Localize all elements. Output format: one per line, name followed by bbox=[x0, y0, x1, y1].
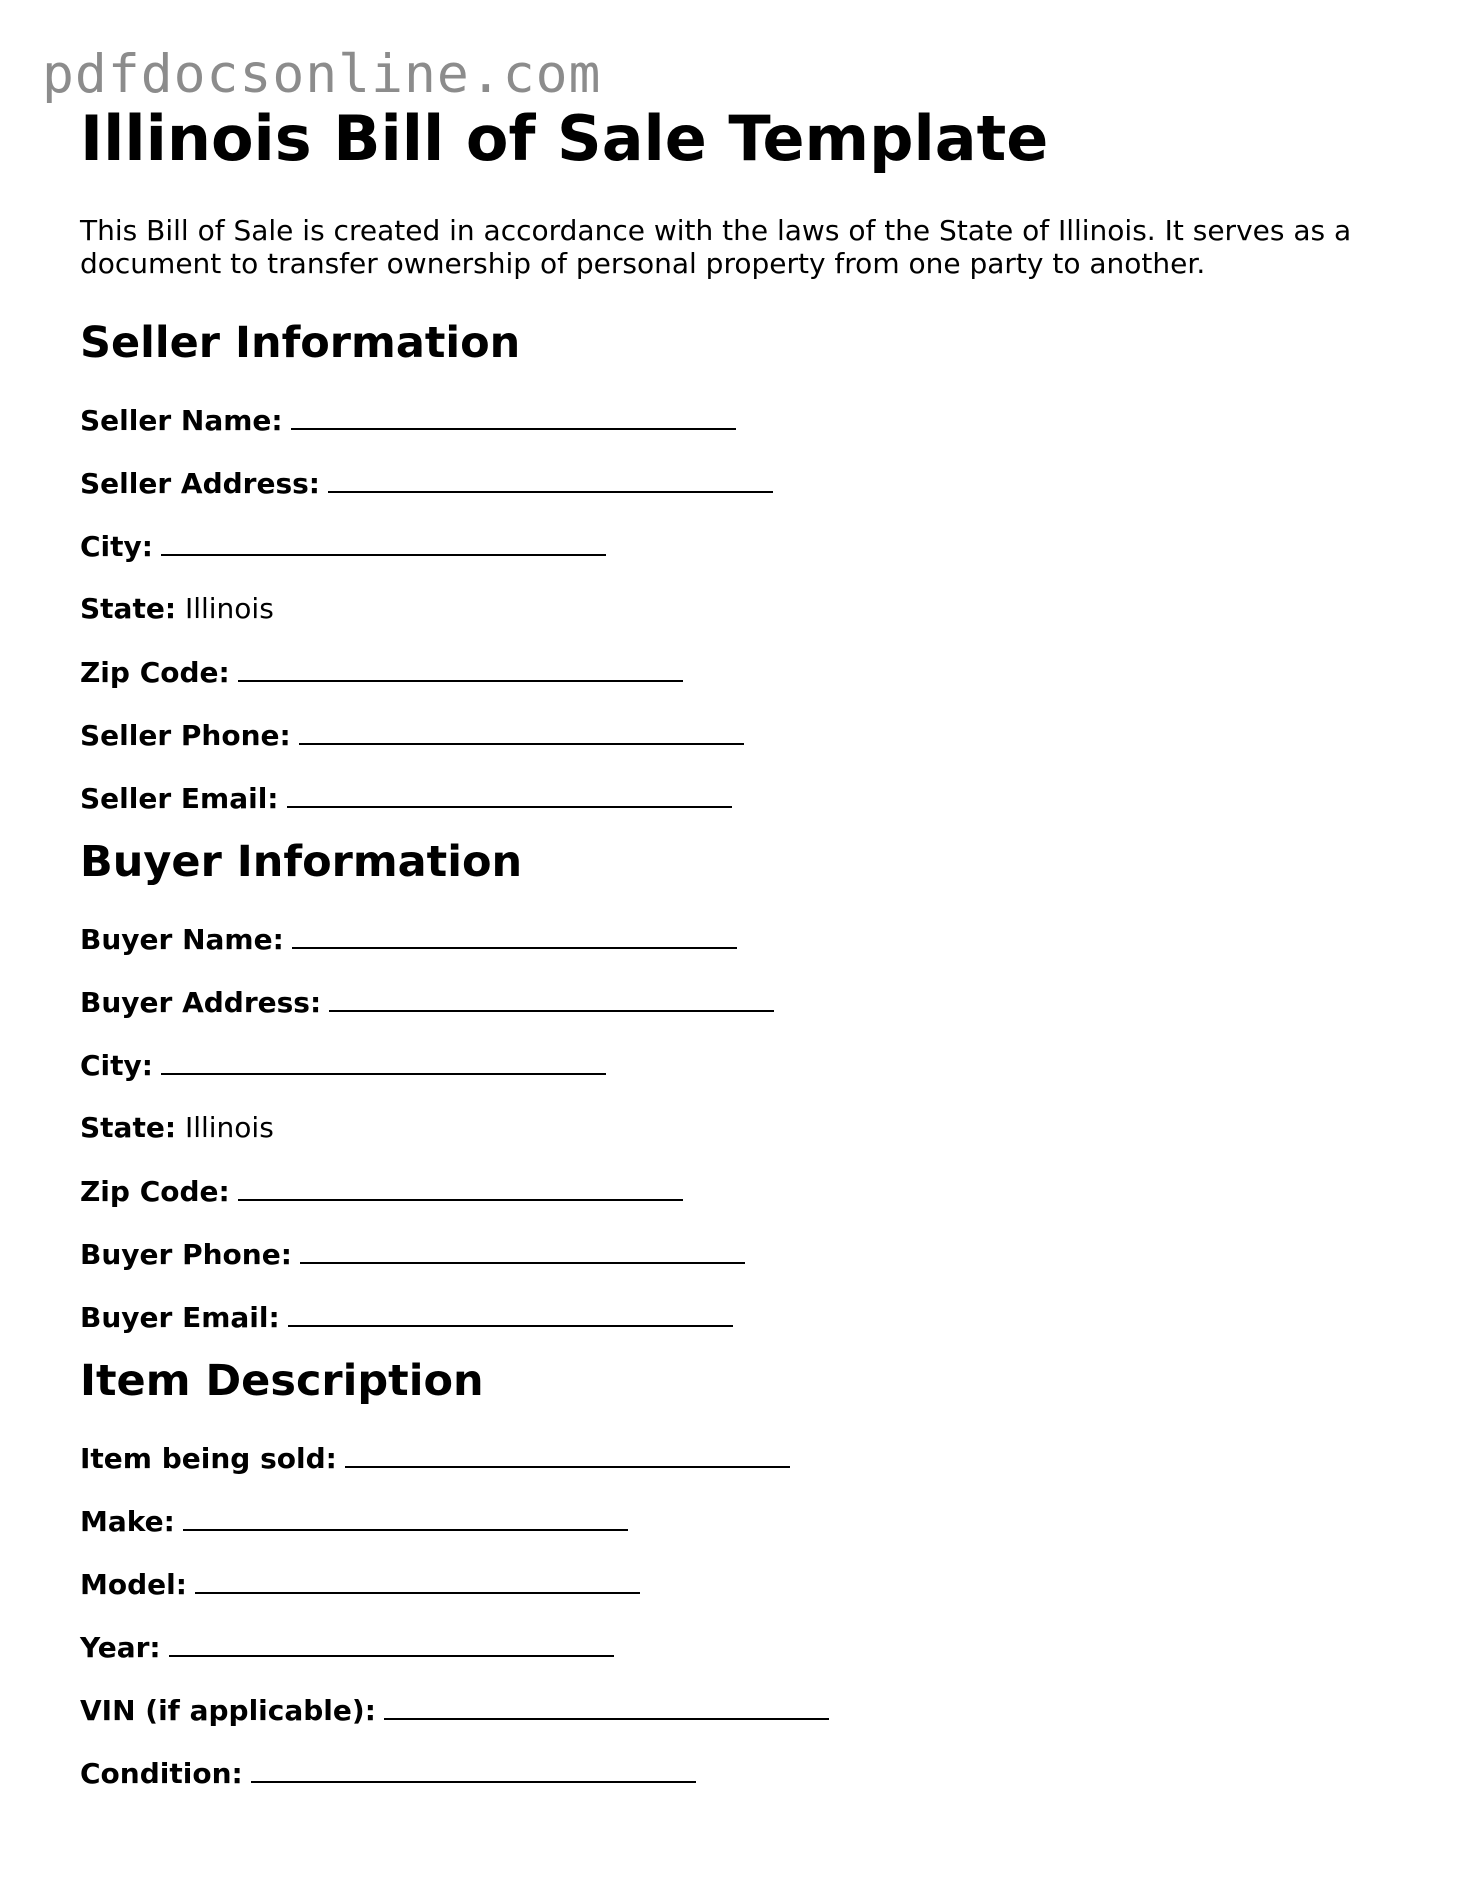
buyer-section bbox=[80, 837, 1400, 1334]
buyer-city-blank[interactable] bbox=[161, 1048, 606, 1075]
seller-phone-label: Seller Phone: bbox=[80, 719, 291, 752]
seller-name-blank[interactable] bbox=[291, 403, 736, 430]
item-sold-field bbox=[80, 1441, 1400, 1475]
item-vin-field bbox=[80, 1693, 1400, 1727]
buyer-state-label: State: bbox=[80, 1111, 177, 1144]
buyer-city-label: City: bbox=[80, 1049, 153, 1082]
item-sold-blank[interactable] bbox=[345, 1441, 790, 1468]
buyer-name-label: Buyer Name: bbox=[80, 923, 284, 956]
seller-phone-blank[interactable] bbox=[299, 718, 744, 745]
buyer-email-blank[interactable] bbox=[288, 1300, 733, 1327]
item-make-field bbox=[80, 1504, 1400, 1538]
seller-email-field bbox=[80, 781, 1400, 815]
seller-name-label: Seller Name: bbox=[80, 404, 283, 437]
watermark: pdfdocsonline.com bbox=[42, 44, 602, 105]
item-condition-blank[interactable] bbox=[251, 1756, 696, 1783]
page-title: Illinois Bill of Sale Template bbox=[80, 102, 1049, 175]
item-make-label: Make: bbox=[80, 1505, 175, 1538]
item-year-blank[interactable] bbox=[169, 1630, 614, 1657]
buyer-zip-field bbox=[80, 1174, 1400, 1208]
item-year-field bbox=[80, 1630, 1400, 1664]
buyer-address-label: Buyer Address: bbox=[80, 986, 322, 1019]
item-vin-label: VIN (if applicable): bbox=[80, 1694, 376, 1727]
buyer-state-field bbox=[80, 1111, 1400, 1145]
buyer-zip-blank[interactable] bbox=[238, 1174, 683, 1201]
buyer-name-field bbox=[80, 922, 1400, 956]
seller-email-label: Seller Email: bbox=[80, 782, 279, 815]
item-model-field bbox=[80, 1567, 1400, 1601]
buyer-email-field bbox=[80, 1300, 1400, 1334]
seller-phone-field bbox=[80, 718, 1400, 752]
seller-city-field bbox=[80, 529, 1400, 563]
buyer-state-value: Illinois bbox=[184, 1111, 274, 1144]
document-page bbox=[80, 104, 1400, 1790]
item-sold-label: Item being sold: bbox=[80, 1442, 337, 1475]
buyer-zip-label: Zip Code: bbox=[80, 1175, 230, 1208]
buyer-phone-field bbox=[80, 1237, 1400, 1271]
item-year-label: Year: bbox=[80, 1631, 161, 1664]
seller-address-label: Seller Address: bbox=[80, 467, 320, 500]
seller-address-blank[interactable] bbox=[328, 466, 773, 493]
seller-state-value: Illinois bbox=[184, 592, 274, 625]
buyer-city-field bbox=[80, 1048, 1400, 1082]
item-section bbox=[80, 1356, 1400, 1790]
buyer-address-field bbox=[80, 985, 1400, 1019]
seller-section bbox=[80, 318, 1400, 815]
seller-city-blank[interactable] bbox=[161, 529, 606, 556]
buyer-email-label: Buyer Email: bbox=[80, 1301, 280, 1334]
seller-name-field bbox=[80, 403, 1400, 437]
buyer-phone-label: Buyer Phone: bbox=[80, 1238, 292, 1271]
buyer-phone-blank[interactable] bbox=[300, 1237, 745, 1264]
buyer-name-blank[interactable] bbox=[292, 922, 737, 949]
seller-state-label: State: bbox=[80, 592, 177, 625]
item-model-blank[interactable] bbox=[195, 1567, 640, 1594]
item-vin-blank[interactable] bbox=[384, 1693, 829, 1720]
seller-heading: Seller Information bbox=[80, 318, 521, 368]
buyer-heading: Buyer Information bbox=[80, 837, 523, 887]
seller-zip-blank[interactable] bbox=[238, 655, 683, 682]
item-make-blank[interactable] bbox=[183, 1504, 628, 1531]
item-condition-field bbox=[80, 1756, 1400, 1790]
seller-state-field bbox=[80, 592, 1400, 626]
seller-zip-label: Zip Code: bbox=[80, 656, 230, 689]
seller-email-blank[interactable] bbox=[287, 781, 732, 808]
item-model-label: Model: bbox=[80, 1568, 187, 1601]
seller-address-field bbox=[80, 466, 1400, 500]
item-heading: Item Description bbox=[80, 1356, 484, 1406]
item-condition-label: Condition: bbox=[80, 1757, 243, 1790]
seller-city-label: City: bbox=[80, 530, 153, 563]
buyer-address-blank[interactable] bbox=[329, 985, 774, 1012]
seller-zip-field bbox=[80, 655, 1400, 689]
intro-paragraph: This Bill of Sale is created in accordance with the laws of the State of Illinois. It serves as a document to transfer ownership of personal property from one party to another. bbox=[80, 214, 1352, 280]
